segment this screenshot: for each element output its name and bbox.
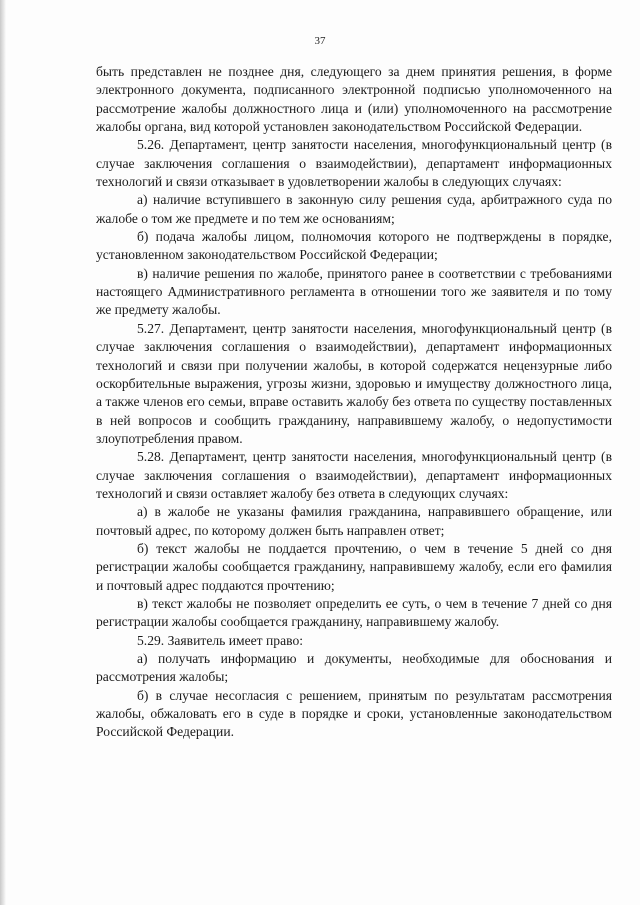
paragraph-5-28-b: б) текст жалобы не поддается прочтению, о чем в течение 5 дней со дня регистрации жалобы сообщается гражданину, направившему жалобу, если его фамилия и почтовый адрес поддаются прочтению; [96,540,612,593]
paragraph-5-26-a: а) наличие вступившего в законную силу решения суда, арбитражного суда по жалобе о том же предмете и по тем же основаниям; [96,192,612,226]
paragraph-5-26-b: б) подача жалобы лицом, полномочия которого не подтверждены в порядке, установленном законодательством Российской Федерации; [96,229,612,263]
paragraph-5-26-v: в) наличие решения по жалобе, принятого ранее в соответствии с требованиями настоящего Административного регламента в отношении того же заявителя и по тому же предмету жалобы. [96,265,612,318]
page-number: 37 [314,35,326,47]
scan-edge [0,0,6,905]
paragraph-5-26: 5.26. Департамент, центр занятости населения, многофункциональный центр (в случае заключения соглашения о взаимодействии), департамент информационных технологий и связи отказывает в удовлетворении жалобы в следующих случаях: [96,137,612,190]
paragraph-continuation: быть представлен не позднее дня, следующего за днем принятия решения, в форме электронного документа, подписанного электронной подписью уполномоченного на рассмотрение жалобы должностного лица и (или) уполномоченного на рассмотрение жалобы органа, вид которой установлен законодательством Российской Федерации. [96,64,612,135]
paragraph-5-28-a: а) в жалобе не указаны фамилия гражданина, направившего обращение, или почтовый адрес, по которому должен быть направлен ответ; [96,504,612,538]
paragraph-5-29: 5.29. Заявитель имеет право: [137,632,304,648]
paragraph-5-29-a: а) получать информацию и документы, необходимые для обоснования и рассмотрения жалобы; [96,651,612,685]
paragraph-5-28-v: в) текст жалобы не позволяет определить ее суть, о чем в течение 7 дней со дня регистрации жалобы сообщается гражданину, направившему жалобу. [96,595,612,630]
paragraph-5-27: 5.27. Департамент, центр занятости населения, многофункциональный центр (в случае заключения соглашения о взаимодействии), департамент информационных технологий и связи при получении жалобы, в которой содержатся нецензурные либо оскорбительные выражения, угрозы жизни, здоровью и имуществу должностного лица, а также членов его семьи, вправе оставить жалобу без ответа по существу поставленных в ней вопросов и сообщить гражданину, направившему жалобу, о недопустимости злоупотребления правом. [96,320,612,446]
document-body [96,63,612,742]
paragraph-5-28: 5.28. Департамент, центр занятости населения, многофункциональный центр (в случае заключения соглашения о взаимодействии), департамент информационных технологий и связи оставляет жалобу без ответа в следующих случаях: [96,449,612,501]
paragraph-5-29-b: б) в случае несогласия с решением, принятым по результатам рассмотрения жалобы, обжаловать его в суде в порядке и сроки, установленные законодательством Российской Федерации. [96,687,612,740]
